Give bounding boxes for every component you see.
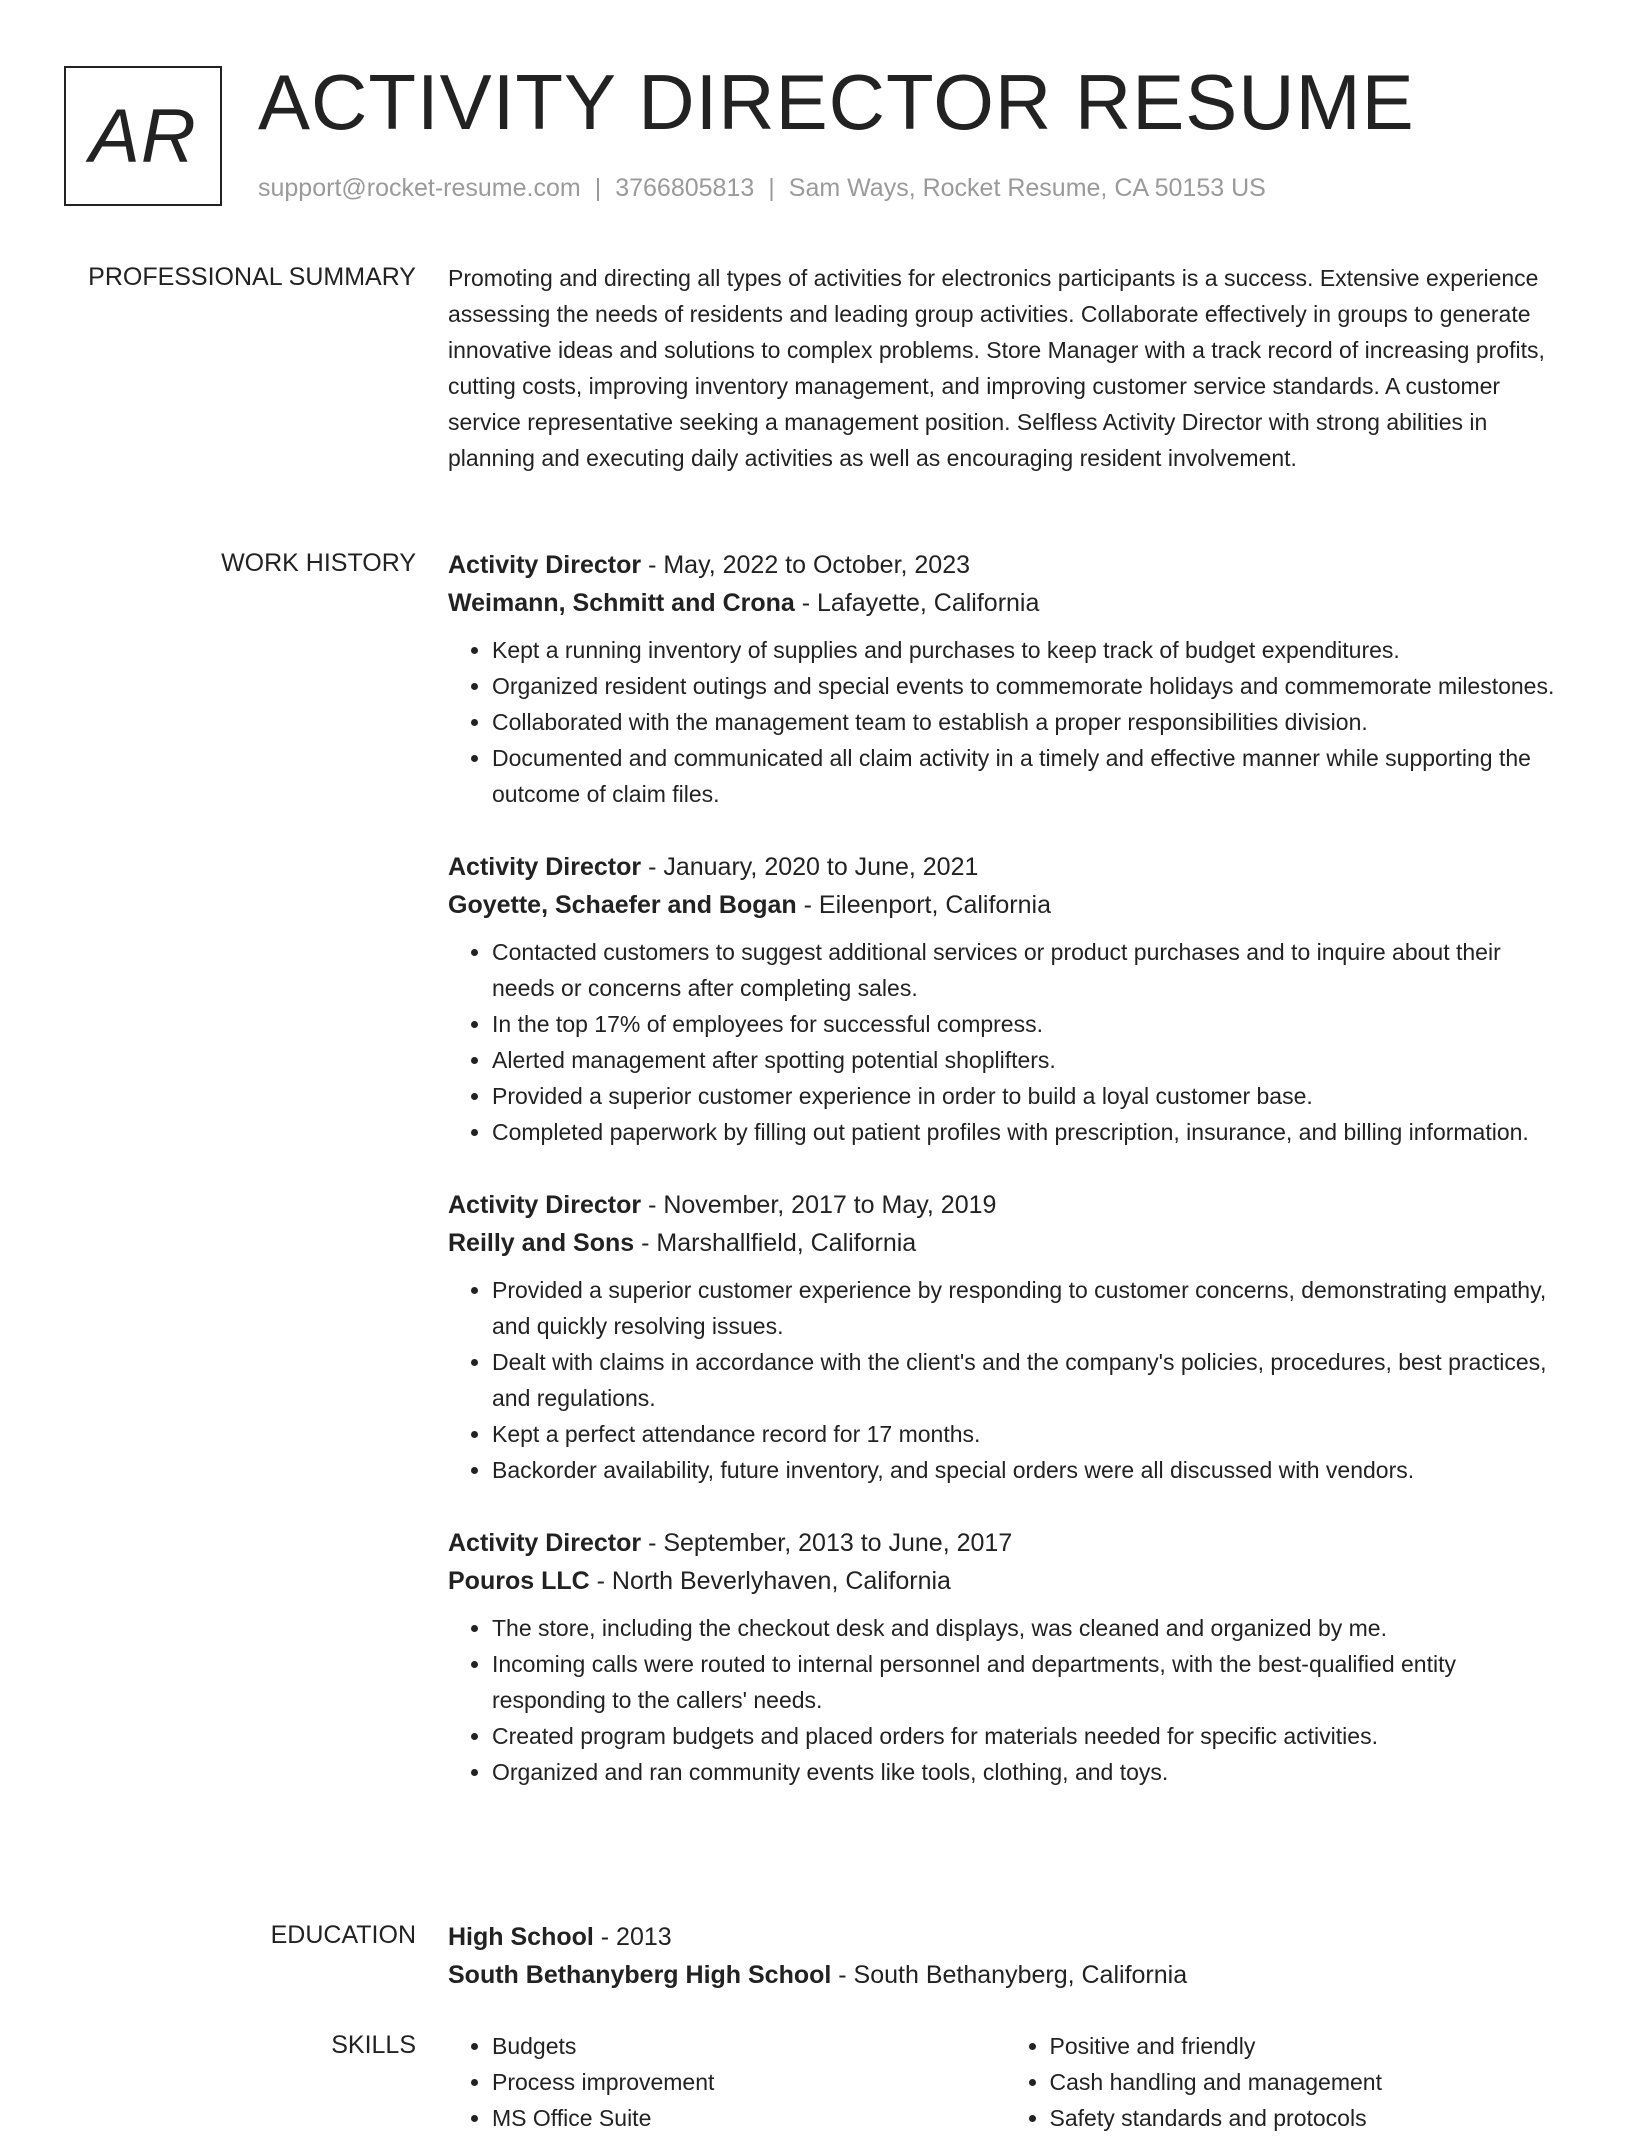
skills-grid <box>448 2028 1563 2136</box>
job-title-line <box>448 1186 1563 1224</box>
job-bullet: • Backorder availability, future inventory, and special orders were all discussed with vendors. <box>492 1452 1563 1488</box>
education-degree-line <box>448 1918 1563 1956</box>
job-bullet: • Provided a superior customer experience in order to build a loyal customer base. <box>492 1078 1563 1114</box>
job-location: - Lafayette, California <box>794 589 1040 617</box>
job-company-line <box>448 1562 1563 1600</box>
job-dates: - November, 2017 to May, 2019 <box>641 1191 997 1219</box>
job-title: Activity Director <box>448 853 642 881</box>
education-school: South Bethanyberg High School <box>448 1961 832 1989</box>
skill-item: • MS Office Suite <box>492 2100 1006 2136</box>
section-label-skills: SKILLS <box>331 2031 416 2059</box>
skill-item: • Budgets <box>492 2028 1006 2064</box>
monogram-initials: AR <box>89 93 197 179</box>
education-location: - South Bethanyberg, California <box>831 1961 1188 1989</box>
skill-item: • Positive and friendly <box>1050 2028 1564 2064</box>
contact-line <box>258 174 1266 203</box>
job-company-line <box>448 886 1563 924</box>
job-location: - Marshallfield, California <box>634 1229 917 1257</box>
contact-email: support@rocket-resume.com <box>258 174 581 202</box>
job-dates: - September, 2013 to June, 2017 <box>641 1529 1013 1557</box>
job-bullet: • Collaborated with the management team to establish a proper responsibilities division. <box>492 704 1563 740</box>
job-bullet: • Documented and communicated all claim activity in a timely and effective manner while supporting the outcome of claim files. <box>492 740 1563 812</box>
education-entry <box>448 1918 1563 1994</box>
job-bullet: • Organized and ran community events like tools, clothing, and toys. <box>492 1754 1563 1790</box>
job-bullet: • Kept a running inventory of supplies and purchases to keep track of budget expenditures. <box>492 632 1563 668</box>
job-location: - Eileenport, California <box>796 891 1051 919</box>
job-title-line <box>448 848 1563 886</box>
section-label-work-history: WORK HISTORY <box>221 549 416 577</box>
skills-column-left <box>448 2028 1006 2136</box>
skill-item: • Process improvement <box>492 2064 1006 2100</box>
job-bullet: • Contacted customers to suggest additional services or product purchases and to inquire about their needs or concerns after completing sales. <box>492 934 1563 1006</box>
job-bullet: • Created program budgets and placed orders for materials needed for specific activities. <box>492 1718 1563 1754</box>
section-label-summary: PROFESSIONAL SUMMARY <box>88 263 416 291</box>
job-bullet-list <box>448 1610 1563 1790</box>
skill-item: • Cash handling and management <box>1050 2064 1564 2100</box>
education-year: - 2013 <box>593 1923 672 1951</box>
job-bullet: • Alerted management after spotting potential shoplifters. <box>492 1042 1563 1078</box>
job-bullet: • Provided a superior customer experience by responding to customer concerns, demonstrating empathy, and quickly resolving issues. <box>492 1272 1563 1344</box>
job-company: Goyette, Schaefer and Bogan <box>448 891 797 919</box>
resume-title: ACTIVITY DIRECTOR RESUME <box>258 58 1415 146</box>
job-company: Reilly and Sons <box>448 1229 635 1257</box>
job-entry <box>448 546 1563 812</box>
contact-separator: | <box>768 174 775 202</box>
skill-item: • Safety standards and protocols <box>1050 2100 1564 2136</box>
job-title-line <box>448 1524 1563 1562</box>
job-bullet: • The store, including the checkout desk and displays, was cleaned and organized by me. <box>492 1610 1563 1646</box>
work-history-list <box>448 546 1563 1826</box>
job-company: Pouros LLC <box>448 1567 590 1595</box>
job-company-line <box>448 1224 1563 1262</box>
job-title: Activity Director <box>448 1529 642 1557</box>
contact-phone: 3766805813 <box>615 174 755 202</box>
job-bullet-list <box>448 1272 1563 1488</box>
summary-text: Promoting and directing all types of activities for electronics participants is a success. Extensive experience assessing the needs of residents and leading group activities. Collaborate effectively in groups to generate innovative ideas and solutions to complex problems. Store Manager with a track record of increasing profits, cutting costs, improving inventory management, and improving customer service standards. A customer service representative seeking a management position. Selfless Activity Director with strong abilities in planning and executing daily activities as well as encouraging resident involvement. <box>448 265 1545 471</box>
job-dates: - January, 2020 to June, 2021 <box>641 853 979 881</box>
contact-address: Sam Ways, Rocket Resume, CA 50153 US <box>788 174 1266 202</box>
skills-column-right <box>1006 2028 1564 2136</box>
job-bullet: • Organized resident outings and special events to commemorate holidays and commemorate milestones. <box>492 668 1563 704</box>
job-entry <box>448 1524 1563 1790</box>
job-bullet-list <box>448 632 1563 812</box>
education-school-line <box>448 1956 1563 1994</box>
job-bullet: • Dealt with claims in accordance with the client's and the company's policies, procedures, best practices, and regulations. <box>492 1344 1563 1416</box>
job-entry <box>448 848 1563 1150</box>
job-bullet: • Completed paperwork by filling out patient profiles with prescription, insurance, and billing information. <box>492 1114 1563 1150</box>
monogram-box <box>64 66 222 206</box>
job-company-line <box>448 584 1563 622</box>
job-location: - North Beverlyhaven, California <box>589 1567 951 1595</box>
job-dates: - May, 2022 to October, 2023 <box>641 551 971 579</box>
job-bullet: • Incoming calls were routed to internal personnel and departments, with the best-qualified entity responding to the callers' needs. <box>492 1646 1563 1718</box>
job-title: Activity Director <box>448 1191 642 1219</box>
section-label-education: EDUCATION <box>270 1921 416 1949</box>
job-bullet: • In the top 17% of employees for successful compress. <box>492 1006 1563 1042</box>
job-entry <box>448 1186 1563 1488</box>
contact-separator: | <box>594 174 602 202</box>
education-degree: High School <box>448 1923 594 1951</box>
job-title-line <box>448 546 1563 584</box>
job-bullet-list <box>448 934 1563 1150</box>
job-title: Activity Director <box>448 551 642 579</box>
job-bullet: • Kept a perfect attendance record for 17 months. <box>492 1416 1563 1452</box>
job-company: Weimann, Schmitt and Crona <box>448 589 795 617</box>
